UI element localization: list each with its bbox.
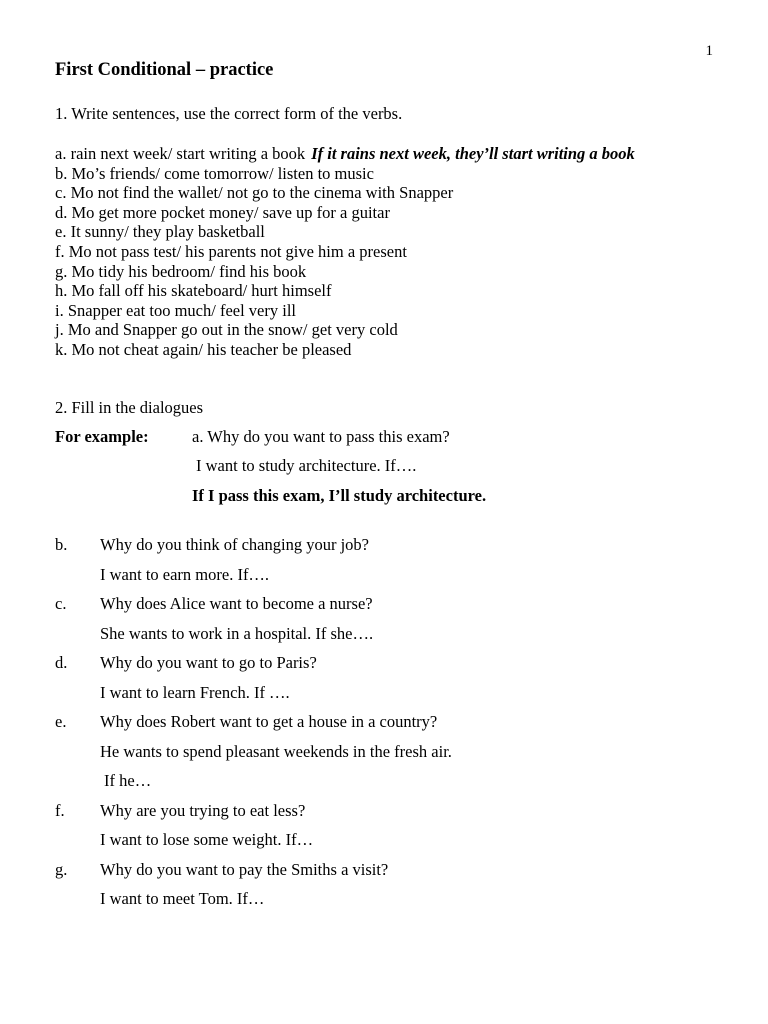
exercise-item: i. Snapper eat too much/ feel very ill (55, 300, 297, 320)
dialogue-reason: I want to earn more. If…. (100, 564, 270, 584)
dialogue-question: Why do you want to go to Paris? (100, 653, 317, 672)
example-label: For example: (55, 427, 149, 446)
exercise-item (55, 144, 635, 164)
section1-exercise-list (55, 144, 635, 360)
page-number: 1 (705, 43, 713, 59)
dialogue-marker: e. (55, 712, 67, 731)
section2-heading: 2. Fill in the dialogues (55, 398, 204, 417)
dialogue-item (55, 594, 715, 653)
example-dialogue (55, 427, 715, 515)
dialogue-list (55, 535, 715, 919)
exercise-item: b. Mo’s friends/ come tomorrow/ listen to music (55, 163, 374, 183)
dialogue-reason: I want to learn French. If …. (100, 682, 290, 702)
section1-heading: 1. Write sentences, use the correct form of the verbs. (55, 104, 403, 123)
exercise-item: h. Mo fall off his skateboard/ hurt himself (55, 281, 332, 301)
dialogue-reason: I want to lose some weight. If… (100, 830, 314, 849)
exercise-item: k. Mo not cheat again/ his teacher be pleased (55, 339, 352, 359)
page-title: First Conditional – practice (55, 60, 274, 80)
dialogue-marker: c. (55, 594, 67, 613)
dialogue-reason: She wants to work in a hospital. If she…. (100, 623, 374, 643)
dialogue-reason: I want to meet Tom. If… (100, 889, 265, 908)
dialogue-item (55, 801, 715, 860)
dialogue-item (55, 653, 715, 712)
dialogue-question: Why does Alice want to become a nurse? (100, 594, 373, 613)
example-question: a. Why do you want to pass this exam? (192, 427, 450, 446)
dialogue-question: Why are you trying to eat less? (100, 800, 306, 820)
exercise-prompt: a. rain next week/ start writing a book (55, 144, 306, 163)
exercise-item: c. Mo not find the wallet/ not go to the cinema with Snapper (55, 183, 454, 203)
dialogue-marker: f. (55, 800, 65, 820)
exercise-item: j. Mo and Snapper go out in the snow/ get very cold (55, 320, 398, 340)
exercise-item: d. Mo get more pocket money/ save up for a guitar (55, 202, 390, 222)
exercise-item: e. It sunny/ they play basketball (55, 222, 265, 242)
example-answer: If I pass this exam, I’ll study architecture. (192, 485, 487, 505)
dialogue-followup: If he… (104, 771, 152, 790)
dialogue-question: Why does Robert want to get a house in a country? (100, 712, 438, 731)
exercise-item: g. Mo tidy his bedroom/ find his book (55, 261, 307, 281)
dialogue-marker: b. (55, 535, 68, 554)
dialogue-marker: d. (55, 653, 68, 672)
dialogue-item (55, 535, 715, 594)
exercise-answer: If it rains next week, they’ll start writing a book (311, 144, 635, 163)
dialogue-reason: He wants to spend pleasant weekends in the fresh air. (100, 741, 452, 761)
dialogue-item (55, 860, 715, 919)
dialogue-question: Why do you think of changing your job? (100, 535, 369, 554)
example-reason: I want to study architecture. If…. (196, 456, 417, 476)
dialogue-item (55, 712, 715, 801)
exercise-item: f. Mo not pass test/ his parents not give him a present (55, 241, 407, 261)
dialogue-marker: g. (55, 859, 68, 879)
dialogue-question: Why do you want to pay the Smiths a visit? (100, 859, 389, 879)
